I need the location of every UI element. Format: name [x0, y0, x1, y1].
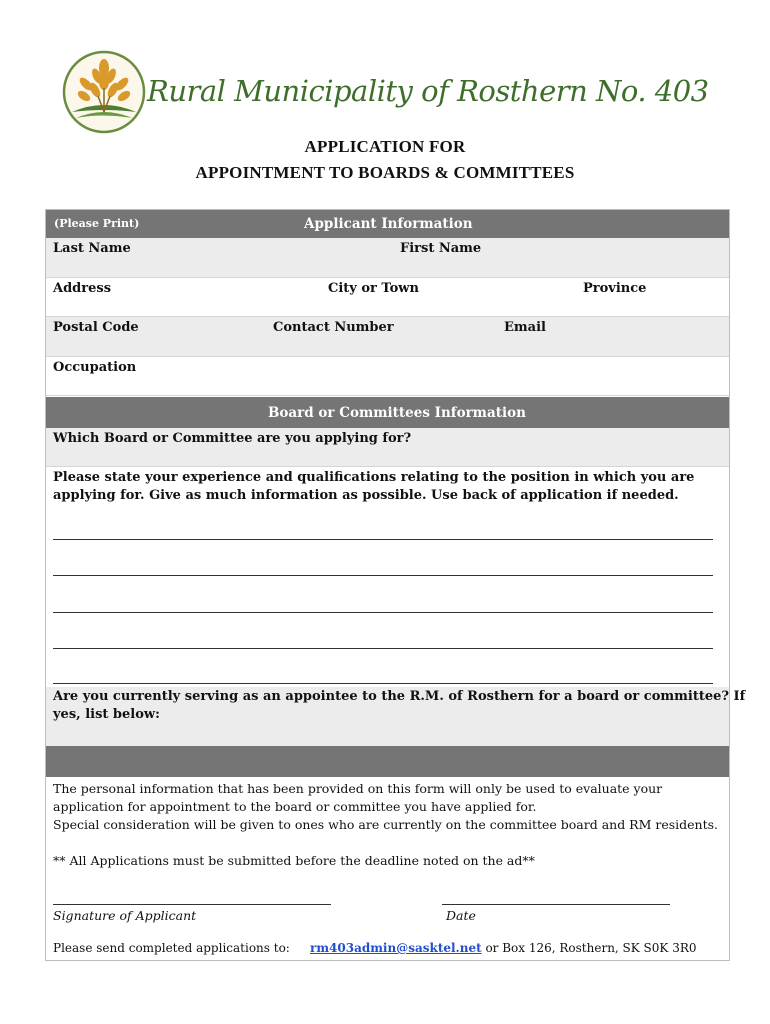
signature-label: Signature of Applicant — [53, 908, 197, 923]
deadline-notice: ** All Applications must be submitted before the deadline noted on the ad** — [53, 853, 535, 868]
privacy-notice-line3: Special consideration will be given to ones who are currently on the committee board and RM residents. — [53, 817, 719, 832]
submission-contact — [310, 941, 697, 955]
board-info-header — [46, 397, 729, 428]
name-row — [46, 238, 729, 278]
which-board-row — [46, 428, 729, 467]
mailing-address: or Box 126, Rosthern, SK S0K 3R0 — [481, 941, 697, 955]
experience-prompt-line2: applying for. Give as much information as possible. Use back of application if needed. — [53, 488, 679, 503]
current-appointee-question-line1: Are you currently serving as an appointee to the R.M. of Rosthern for a board or committee? If — [53, 689, 746, 704]
please-print-note: (Please Print) — [54, 217, 140, 230]
current-appointee-question-line2: yes, list below: — [53, 707, 160, 722]
province-label: Province — [583, 281, 647, 296]
email-label: Email — [504, 320, 546, 335]
date-label: Date — [446, 908, 476, 923]
occupation-row — [46, 357, 729, 396]
contact-row — [46, 317, 729, 357]
date-line[interactable] — [442, 904, 670, 905]
city-label: City or Town — [328, 281, 419, 296]
privacy-notice-line1: The personal information that has been provided on this form will only be used to evaluate your — [53, 781, 663, 796]
last-name-label: Last Name — [53, 241, 131, 256]
privacy-notice-line2: application for appointment to the board or committee you have applied for. — [53, 799, 537, 814]
form-title-line2: APPOINTMENT TO BOARDS & COMMITTEES — [195, 163, 575, 182]
header — [62, 48, 709, 136]
experience-answer-line[interactable] — [53, 648, 713, 649]
first-name-label: First Name — [400, 241, 482, 256]
applicant-info-header — [46, 210, 729, 238]
signature-line[interactable] — [53, 904, 331, 905]
admin-email-link[interactable]: rm403admin@sasktel.net — [310, 941, 482, 955]
experience-answer-line[interactable] — [53, 575, 713, 576]
form-title-line1: APPLICATION FOR — [304, 137, 466, 156]
experience-answer-line[interactable] — [53, 683, 713, 684]
blank-divider-bar — [46, 746, 729, 777]
address-label: Address — [53, 281, 112, 296]
application-form — [45, 209, 746, 961]
experience-section — [46, 467, 729, 687]
experience-prompt-line1: Please state your experience and qualifications relating to the position in which you are — [53, 470, 695, 485]
applicant-info-heading: Applicant Information — [304, 216, 473, 232]
experience-answer-line[interactable] — [53, 539, 713, 540]
board-info-heading: Board or Committees Information — [268, 405, 526, 421]
postal-code-label: Postal Code — [53, 320, 139, 335]
current-appointee-row — [46, 687, 746, 746]
send-to-label: Please send completed applications to: — [53, 941, 290, 955]
wheat-sheaf-logo-icon — [62, 50, 146, 134]
occupation-label: Occupation — [53, 360, 137, 375]
experience-answer-line[interactable] — [53, 612, 713, 613]
contact-number-label: Contact Number — [273, 320, 394, 335]
which-board-label: Which Board or Committee are you applying for? — [53, 431, 412, 446]
address-row — [46, 278, 729, 317]
organization-name: Rural Municipality of Rosthern No. 403 — [147, 74, 709, 108]
